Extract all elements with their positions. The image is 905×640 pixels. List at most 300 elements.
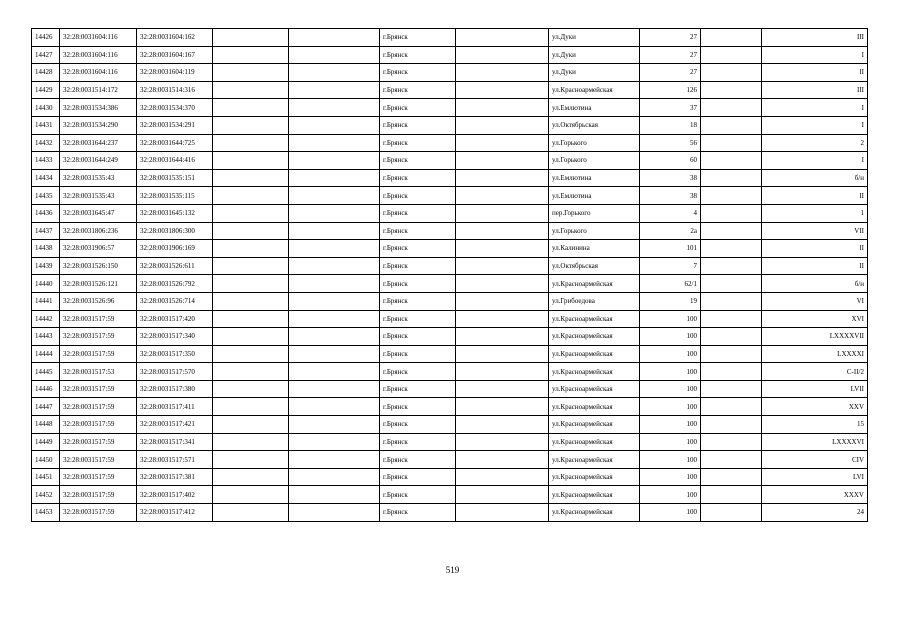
parcel-cadastral-number-cell: 32:28:0031604:116	[60, 29, 137, 47]
house-number-cell: 100	[640, 486, 701, 504]
empty-cell	[213, 433, 289, 451]
empty-cell	[456, 204, 549, 222]
building-letter-cell: б/н	[762, 275, 868, 293]
object-cadastral-number-cell: 32:28:0031517:341	[137, 433, 213, 451]
table-row	[32, 46, 868, 64]
table-body	[32, 29, 868, 522]
object-cadastral-number-cell: 32:28:0031517:340	[137, 328, 213, 346]
table-row	[32, 504, 868, 522]
house-number-cell: 100	[640, 398, 701, 416]
city-cell: г.Брянск	[380, 240, 456, 258]
house-number-cell: 18	[640, 116, 701, 134]
house-number-cell: 2а	[640, 222, 701, 240]
house-number-cell: 100	[640, 433, 701, 451]
street-cell: ул.Горького	[549, 222, 640, 240]
empty-cell	[701, 398, 762, 416]
house-number-cell: 37	[640, 99, 701, 117]
street-cell: ул.Красноармейская	[549, 468, 640, 486]
house-number-cell: 100	[640, 345, 701, 363]
building-letter-cell: VI	[762, 292, 868, 310]
city-cell: г.Брянск	[380, 468, 456, 486]
empty-cell	[289, 486, 380, 504]
empty-cell	[701, 240, 762, 258]
record-number-cell: 14437	[32, 222, 60, 240]
empty-cell	[701, 187, 762, 205]
parcel-cadastral-number-cell: 32:28:0031517:59	[60, 451, 137, 469]
table-row	[32, 345, 868, 363]
empty-cell	[213, 152, 289, 170]
empty-cell	[213, 292, 289, 310]
house-number-cell: 100	[640, 380, 701, 398]
empty-cell	[701, 99, 762, 117]
street-cell: пер.Горького	[549, 204, 640, 222]
house-number-cell: 4	[640, 204, 701, 222]
house-number-cell: 100	[640, 451, 701, 469]
empty-cell	[456, 310, 549, 328]
table-row	[32, 328, 868, 346]
empty-cell	[289, 451, 380, 469]
empty-cell	[701, 433, 762, 451]
empty-cell	[456, 292, 549, 310]
object-cadastral-number-cell: 32:28:0031906:169	[137, 240, 213, 258]
building-letter-cell: I	[762, 152, 868, 170]
street-cell: ул.Дуки	[549, 46, 640, 64]
building-letter-cell: 1	[762, 204, 868, 222]
empty-cell	[289, 46, 380, 64]
parcel-cadastral-number-cell: 32:28:0031535:43	[60, 187, 137, 205]
empty-cell	[213, 222, 289, 240]
house-number-cell: 7	[640, 257, 701, 275]
object-cadastral-number-cell: 32:28:0031517:571	[137, 451, 213, 469]
record-number-cell: 14441	[32, 292, 60, 310]
table-row	[32, 222, 868, 240]
house-number-cell: 60	[640, 152, 701, 170]
city-cell: г.Брянск	[380, 486, 456, 504]
house-number-cell: 38	[640, 169, 701, 187]
city-cell: г.Брянск	[380, 328, 456, 346]
object-cadastral-number-cell: 32:28:0031526:611	[137, 257, 213, 275]
city-cell: г.Брянск	[380, 64, 456, 82]
table-row	[32, 468, 868, 486]
empty-cell	[213, 204, 289, 222]
empty-cell	[289, 204, 380, 222]
empty-cell	[701, 152, 762, 170]
empty-cell	[701, 468, 762, 486]
empty-cell	[456, 99, 549, 117]
parcel-cadastral-number-cell: 32:28:0031517:59	[60, 504, 137, 522]
empty-cell	[213, 169, 289, 187]
empty-cell	[701, 46, 762, 64]
empty-cell	[701, 257, 762, 275]
empty-cell	[456, 433, 549, 451]
building-letter-cell: XVI	[762, 310, 868, 328]
empty-cell	[456, 363, 549, 381]
empty-cell	[289, 134, 380, 152]
street-cell: ул.Красноармейская	[549, 486, 640, 504]
empty-cell	[289, 328, 380, 346]
building-letter-cell: С-II/2	[762, 363, 868, 381]
parcel-cadastral-number-cell: 32:28:0031535:43	[60, 169, 137, 187]
register-sheet	[31, 28, 868, 522]
record-number-cell: 14433	[32, 152, 60, 170]
record-number-cell: 14432	[32, 134, 60, 152]
empty-cell	[456, 46, 549, 64]
object-cadastral-number-cell: 32:28:0031526:714	[137, 292, 213, 310]
table-row	[32, 204, 868, 222]
object-cadastral-number-cell: 32:28:0031517:412	[137, 504, 213, 522]
empty-cell	[213, 363, 289, 381]
city-cell: г.Брянск	[380, 292, 456, 310]
empty-cell	[289, 116, 380, 134]
city-cell: г.Брянск	[380, 380, 456, 398]
city-cell: г.Брянск	[380, 222, 456, 240]
record-number-cell: 14444	[32, 345, 60, 363]
building-letter-cell: VII	[762, 222, 868, 240]
street-cell: ул.Красноармейская	[549, 398, 640, 416]
empty-cell	[289, 99, 380, 117]
house-number-cell: 100	[640, 416, 701, 434]
city-cell: г.Брянск	[380, 81, 456, 99]
street-cell: ул.Горького	[549, 134, 640, 152]
parcel-cadastral-number-cell: 32:28:0031806:236	[60, 222, 137, 240]
record-number-cell: 14436	[32, 204, 60, 222]
object-cadastral-number-cell: 32:28:0031535:115	[137, 187, 213, 205]
empty-cell	[213, 504, 289, 522]
city-cell: г.Брянск	[380, 187, 456, 205]
object-cadastral-number-cell: 32:28:0031517:402	[137, 486, 213, 504]
object-cadastral-number-cell: 32:28:0031644:725	[137, 134, 213, 152]
city-cell: г.Брянск	[380, 275, 456, 293]
parcel-cadastral-number-cell: 32:28:0031517:59	[60, 486, 137, 504]
record-number-cell: 14438	[32, 240, 60, 258]
object-cadastral-number-cell: 32:28:0031517:421	[137, 416, 213, 434]
empty-cell	[213, 116, 289, 134]
table-row	[32, 380, 868, 398]
street-cell: ул.Красноармейская	[549, 433, 640, 451]
building-letter-cell: LXXXXVI	[762, 433, 868, 451]
table-row	[32, 486, 868, 504]
empty-cell	[456, 64, 549, 82]
building-letter-cell: LXXXXVII	[762, 328, 868, 346]
empty-cell	[213, 486, 289, 504]
empty-cell	[701, 345, 762, 363]
table-row	[32, 240, 868, 258]
empty-cell	[701, 169, 762, 187]
street-cell: ул.Красноармейская	[549, 275, 640, 293]
empty-cell	[289, 169, 380, 187]
city-cell: г.Брянск	[380, 152, 456, 170]
table-row	[32, 275, 868, 293]
table-row	[32, 398, 868, 416]
empty-cell	[701, 116, 762, 134]
house-number-cell: 126	[640, 81, 701, 99]
object-cadastral-number-cell: 32:28:0031517:411	[137, 398, 213, 416]
table-row	[32, 64, 868, 82]
record-number-cell: 14450	[32, 451, 60, 469]
building-letter-cell: II	[762, 64, 868, 82]
house-number-cell: 101	[640, 240, 701, 258]
empty-cell	[289, 433, 380, 451]
record-number-cell: 14428	[32, 64, 60, 82]
table-row	[32, 292, 868, 310]
object-cadastral-number-cell: 32:28:0031534:370	[137, 99, 213, 117]
street-cell: ул.Красноармейская	[549, 504, 640, 522]
city-cell: г.Брянск	[380, 99, 456, 117]
street-cell: ул.Калинина	[549, 240, 640, 258]
empty-cell	[701, 292, 762, 310]
city-cell: г.Брянск	[380, 416, 456, 434]
object-cadastral-number-cell: 32:28:0031534:291	[137, 116, 213, 134]
empty-cell	[701, 416, 762, 434]
object-cadastral-number-cell: 32:28:0031644:416	[137, 152, 213, 170]
parcel-cadastral-number-cell: 32:28:0031517:59	[60, 398, 137, 416]
parcel-cadastral-number-cell: 32:28:0031644:249	[60, 152, 137, 170]
building-letter-cell: 24	[762, 504, 868, 522]
object-cadastral-number-cell: 32:28:0031526:792	[137, 275, 213, 293]
city-cell: г.Брянск	[380, 433, 456, 451]
empty-cell	[701, 29, 762, 47]
empty-cell	[213, 328, 289, 346]
record-number-cell: 14434	[32, 169, 60, 187]
city-cell: г.Брянск	[380, 451, 456, 469]
parcel-cadastral-number-cell: 32:28:0031517:59	[60, 380, 137, 398]
empty-cell	[456, 468, 549, 486]
empty-cell	[456, 451, 549, 469]
record-number-cell: 14429	[32, 81, 60, 99]
empty-cell	[456, 81, 549, 99]
record-number-cell: 14451	[32, 468, 60, 486]
parcel-cadastral-number-cell: 32:28:0031517:59	[60, 310, 137, 328]
empty-cell	[701, 328, 762, 346]
city-cell: г.Брянск	[380, 363, 456, 381]
empty-cell	[213, 240, 289, 258]
object-cadastral-number-cell: 32:28:0031514:316	[137, 81, 213, 99]
parcel-cadastral-number-cell: 32:28:0031517:59	[60, 416, 137, 434]
empty-cell	[456, 152, 549, 170]
record-number-cell: 14435	[32, 187, 60, 205]
empty-cell	[213, 257, 289, 275]
city-cell: г.Брянск	[380, 169, 456, 187]
parcel-cadastral-number-cell: 32:28:0031534:386	[60, 99, 137, 117]
parcel-cadastral-number-cell: 32:28:0031517:53	[60, 363, 137, 381]
empty-cell	[701, 81, 762, 99]
table-row	[32, 81, 868, 99]
parcel-cadastral-number-cell: 32:28:0031526:150	[60, 257, 137, 275]
record-number-cell: 14426	[32, 29, 60, 47]
empty-cell	[289, 380, 380, 398]
table-row	[32, 310, 868, 328]
street-cell: ул.Красноармейская	[549, 380, 640, 398]
empty-cell	[289, 240, 380, 258]
street-cell: ул.Красноармейская	[549, 328, 640, 346]
empty-cell	[289, 292, 380, 310]
table-row	[32, 433, 868, 451]
building-letter-cell: 15	[762, 416, 868, 434]
object-cadastral-number-cell: 32:28:0031535:151	[137, 169, 213, 187]
city-cell: г.Брянск	[380, 134, 456, 152]
empty-cell	[289, 363, 380, 381]
parcel-cadastral-number-cell: 32:28:0031604:116	[60, 64, 137, 82]
building-letter-cell: I	[762, 116, 868, 134]
house-number-cell: 38	[640, 187, 701, 205]
empty-cell	[701, 134, 762, 152]
empty-cell	[701, 504, 762, 522]
empty-cell	[289, 152, 380, 170]
table-row	[32, 134, 868, 152]
parcel-cadastral-number-cell: 32:28:0031645:47	[60, 204, 137, 222]
object-cadastral-number-cell: 32:28:0031604:119	[137, 64, 213, 82]
object-cadastral-number-cell: 32:28:0031517:350	[137, 345, 213, 363]
parcel-cadastral-number-cell: 32:28:0031906:57	[60, 240, 137, 258]
empty-cell	[701, 363, 762, 381]
table-row	[32, 152, 868, 170]
building-letter-cell: 2	[762, 134, 868, 152]
empty-cell	[456, 416, 549, 434]
parcel-cadastral-number-cell: 32:28:0031526:121	[60, 275, 137, 293]
empty-cell	[701, 451, 762, 469]
empty-cell	[456, 275, 549, 293]
house-number-cell: 62/1	[640, 275, 701, 293]
empty-cell	[456, 134, 549, 152]
empty-cell	[456, 187, 549, 205]
empty-cell	[456, 328, 549, 346]
empty-cell	[289, 29, 380, 47]
empty-cell	[289, 222, 380, 240]
city-cell: г.Брянск	[380, 310, 456, 328]
city-cell: г.Брянск	[380, 257, 456, 275]
empty-cell	[289, 345, 380, 363]
house-number-cell: 56	[640, 134, 701, 152]
empty-cell	[213, 46, 289, 64]
record-number-cell: 14442	[32, 310, 60, 328]
street-cell: ул.Горького	[549, 152, 640, 170]
street-cell: ул.Дуки	[549, 29, 640, 47]
object-cadastral-number-cell: 32:28:0031517:380	[137, 380, 213, 398]
street-cell: ул.Октябрьская	[549, 257, 640, 275]
empty-cell	[456, 116, 549, 134]
empty-cell	[289, 468, 380, 486]
empty-cell	[289, 64, 380, 82]
street-cell: ул.Дуки	[549, 64, 640, 82]
empty-cell	[213, 99, 289, 117]
record-number-cell: 14430	[32, 99, 60, 117]
empty-cell	[213, 81, 289, 99]
record-number-cell: 14453	[32, 504, 60, 522]
street-cell: ул.Емлютина	[549, 187, 640, 205]
parcel-cadastral-number-cell: 32:28:0031604:116	[60, 46, 137, 64]
empty-cell	[289, 275, 380, 293]
empty-cell	[701, 380, 762, 398]
empty-cell	[289, 187, 380, 205]
street-cell: ул.Красноармейская	[549, 345, 640, 363]
empty-cell	[213, 468, 289, 486]
parcel-cadastral-number-cell: 32:28:0031526:96	[60, 292, 137, 310]
city-cell: г.Брянск	[380, 29, 456, 47]
table-row	[32, 416, 868, 434]
house-number-cell: 100	[640, 310, 701, 328]
city-cell: г.Брянск	[380, 504, 456, 522]
street-cell: ул.Емлютина	[549, 169, 640, 187]
parcel-cadastral-number-cell: 32:28:0031534:290	[60, 116, 137, 134]
empty-cell	[289, 398, 380, 416]
empty-cell	[289, 257, 380, 275]
building-letter-cell: LXXXXI	[762, 345, 868, 363]
object-cadastral-number-cell: 32:28:0031604:167	[137, 46, 213, 64]
empty-cell	[456, 29, 549, 47]
table-row	[32, 116, 868, 134]
street-cell: ул.Красноармейская	[549, 363, 640, 381]
empty-cell	[701, 222, 762, 240]
street-cell: ул.Красноармейская	[549, 451, 640, 469]
empty-cell	[213, 64, 289, 82]
house-number-cell: 27	[640, 64, 701, 82]
building-letter-cell: II	[762, 257, 868, 275]
record-number-cell: 14446	[32, 380, 60, 398]
empty-cell	[456, 169, 549, 187]
empty-cell	[289, 416, 380, 434]
table-row	[32, 451, 868, 469]
record-number-cell: 14452	[32, 486, 60, 504]
empty-cell	[456, 222, 549, 240]
building-letter-cell: XXV	[762, 398, 868, 416]
empty-cell	[213, 29, 289, 47]
parcel-cadastral-number-cell: 32:28:0031517:59	[60, 433, 137, 451]
table-row	[32, 29, 868, 47]
empty-cell	[456, 240, 549, 258]
empty-cell	[701, 486, 762, 504]
parcel-cadastral-number-cell: 32:28:0031517:59	[60, 345, 137, 363]
object-cadastral-number-cell: 32:28:0031517:381	[137, 468, 213, 486]
building-letter-cell: II	[762, 187, 868, 205]
building-letter-cell: LVII	[762, 380, 868, 398]
table-row	[32, 169, 868, 187]
street-cell: ул.Красноармейская	[549, 81, 640, 99]
record-number-cell: 14449	[32, 433, 60, 451]
house-number-cell: 19	[640, 292, 701, 310]
object-cadastral-number-cell: 32:28:0031604:162	[137, 29, 213, 47]
empty-cell	[289, 310, 380, 328]
object-cadastral-number-cell: 32:28:0031517:570	[137, 363, 213, 381]
building-letter-cell: XXXV	[762, 486, 868, 504]
parcel-cadastral-number-cell: 32:28:0031517:59	[60, 468, 137, 486]
city-cell: г.Брянск	[380, 204, 456, 222]
record-number-cell: 14431	[32, 116, 60, 134]
empty-cell	[701, 310, 762, 328]
record-number-cell: 14439	[32, 257, 60, 275]
page-number: 519	[445, 565, 460, 575]
street-cell: ул.Красноармейская	[549, 416, 640, 434]
record-number-cell: 14427	[32, 46, 60, 64]
house-number-cell: 100	[640, 468, 701, 486]
empty-cell	[456, 380, 549, 398]
street-cell: ул.Октябрьская	[549, 116, 640, 134]
object-cadastral-number-cell: 32:28:0031517:420	[137, 310, 213, 328]
building-letter-cell: III	[762, 81, 868, 99]
empty-cell	[456, 486, 549, 504]
empty-cell	[213, 398, 289, 416]
building-letter-cell: б/н	[762, 169, 868, 187]
empty-cell	[213, 310, 289, 328]
empty-cell	[456, 345, 549, 363]
building-letter-cell: LVI	[762, 468, 868, 486]
property-register-table	[31, 28, 868, 522]
parcel-cadastral-number-cell: 32:28:0031517:59	[60, 328, 137, 346]
empty-cell	[213, 380, 289, 398]
street-cell: ул.Емлютина	[549, 99, 640, 117]
empty-cell	[213, 451, 289, 469]
street-cell: ул.Грибоедова	[549, 292, 640, 310]
city-cell: г.Брянск	[380, 345, 456, 363]
